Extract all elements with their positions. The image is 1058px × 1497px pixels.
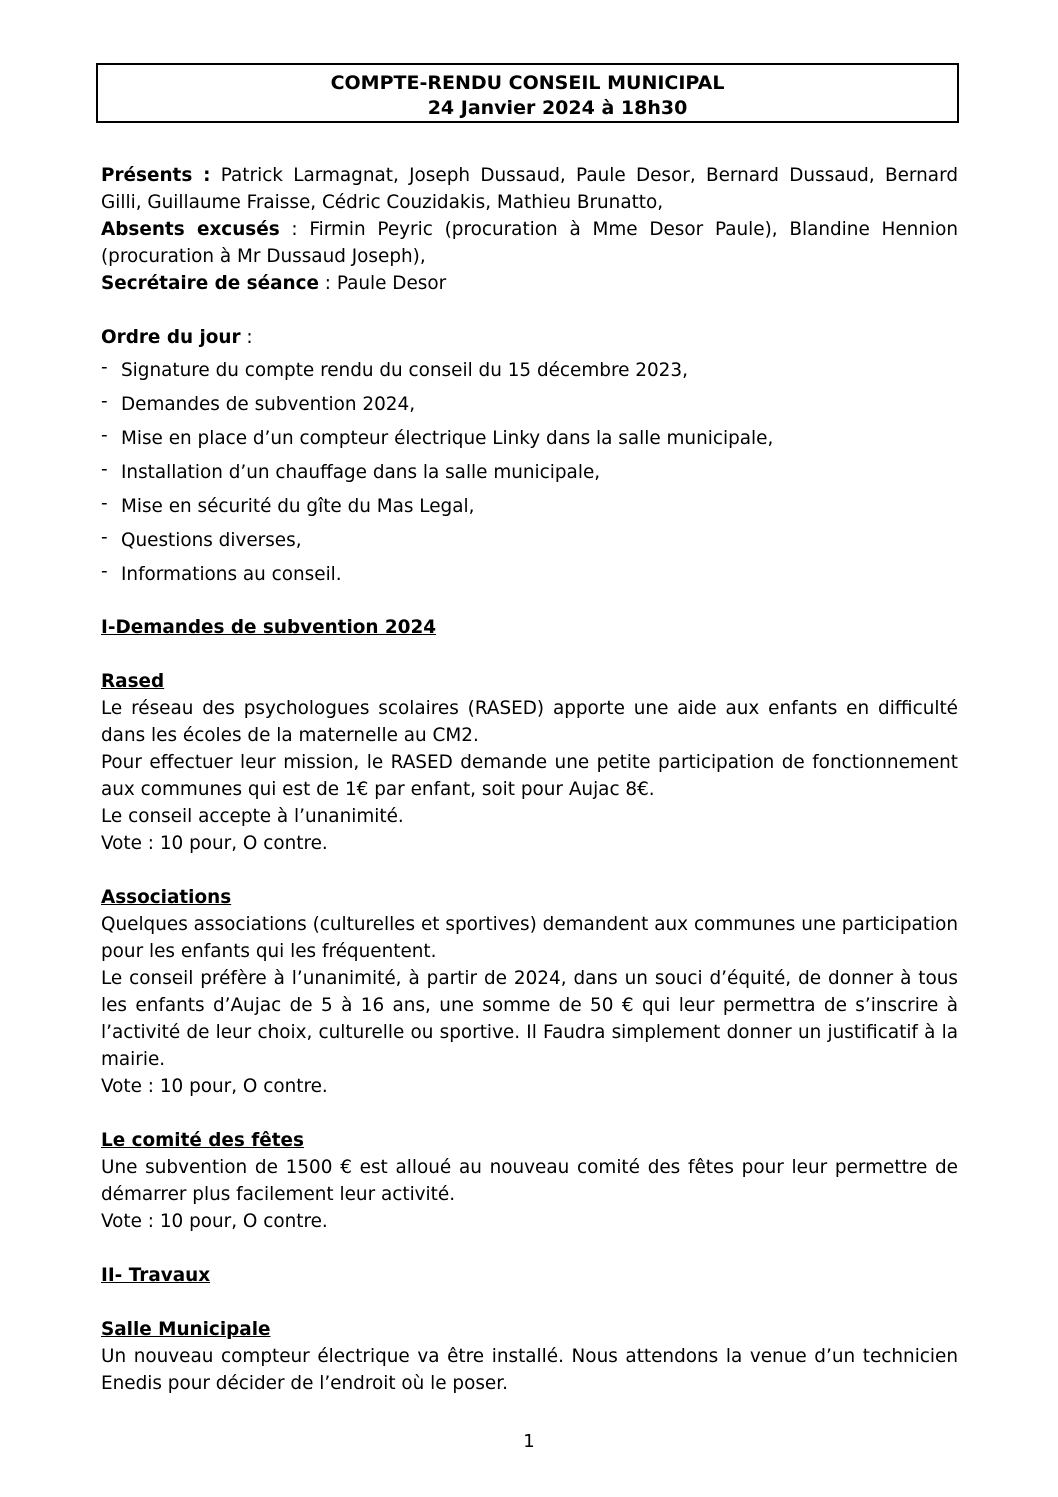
- agenda-item: - Demandes de subvention 2024,: [101, 391, 958, 425]
- agenda-item: - Questions diverses,: [101, 527, 958, 561]
- agenda-item: - Informations au conseil.: [101, 561, 958, 595]
- presents-label: Présents :: [101, 165, 211, 186]
- rased-heading: Rased: [101, 671, 165, 692]
- agenda-item: - Signature du compte rendu du conseil du 15 décembre 2023,: [101, 357, 958, 391]
- section2-heading: II- Travaux: [101, 1265, 211, 1286]
- rased-vote: Vote : 10 pour, O contre.: [101, 833, 328, 854]
- title-box: [96, 63, 959, 123]
- absents-label: Absents excusés: [101, 219, 280, 240]
- associations-paragraph-2: Le conseil préfère à l’unanimité, à partir de 2024, dans un souci d’équité, de donner à tous les enfants d’Aujac de 5 à 16 ans, une somme de 50 € qui leur permettra de s’inscrire à l’activité de leur choix, culturelle ou sportive. Il Faudra simplement donner un justificatif à la mairie.: [101, 968, 958, 1070]
- agenda-list: [101, 357, 958, 595]
- rased-paragraph-2: Pour effectuer leur mission, le RASED demande une petite participation de fonctionnement aux communes qui est de 1€ par enfant, soit pour Aujac 8€.: [101, 752, 958, 800]
- comite-heading: Le comité des fêtes: [101, 1130, 304, 1151]
- agenda-label: Ordre du jour: [101, 327, 241, 348]
- rased-paragraph-3: Le conseil accepte à l’unanimité.: [101, 806, 404, 827]
- page-number: 1: [523, 1431, 535, 1452]
- absents-paragraph: [101, 216, 958, 270]
- comite-vote: Vote : 10 pour, O contre.: [101, 1211, 328, 1232]
- section1-heading: I-Demandes de subvention 2024: [101, 617, 437, 638]
- meeting-date: 24 Janvier 2024 à 18h30: [427, 97, 688, 119]
- associations-paragraph-1: Quelques associations (culturelles et sportives) demandent aux communes une participation pour les enfants qui les fréquentent.: [101, 914, 958, 962]
- absents-names: : Firmin Peyric (procuration à Mme Desor Paule), Blandine Hennion (procuration à Mr Dussaud Joseph),: [101, 219, 958, 267]
- associations-heading: Associations: [101, 887, 232, 908]
- salle-paragraph-1: Un nouveau compteur électrique va être installé. Nous attendons la venue d’un technicien Enedis pour décider de l’endroit où le poser.: [101, 1346, 958, 1394]
- presents-paragraph: [101, 162, 958, 216]
- secretaire-paragraph: [101, 270, 958, 297]
- agenda-item: - Installation d’un chauffage dans la salle municipale,: [101, 459, 958, 493]
- agenda-item: - Mise en place d’un compteur électrique Linky dans la salle municipale,: [101, 425, 958, 459]
- secretaire-label: Secrétaire de séance: [101, 273, 319, 294]
- presents-names: Patrick Larmagnat, Joseph Dussaud, Paule Desor, Bernard Dussaud, Bernard Gilli, Guillaume Fraisse, Cédric Couzidakis, Mathieu Brunatto,: [101, 165, 958, 213]
- document-title: COMPTE-RENDU CONSEIL MUNICIPAL: [330, 72, 725, 94]
- agenda-item: - Mise en sécurité du gîte du Mas Legal,: [101, 493, 958, 527]
- comite-paragraph-1: Une subvention de 1500 € est alloué au nouveau comité des fêtes pour leur permettre de démarrer plus facilement leur activité.: [101, 1157, 958, 1205]
- secretaire-name: : Paule Desor: [318, 273, 447, 294]
- associations-vote: Vote : 10 pour, O contre.: [101, 1076, 328, 1097]
- document-body: [101, 162, 958, 1397]
- agenda-heading: Ordre du jour :: [101, 327, 253, 348]
- salle-heading: Salle Municipale: [101, 1319, 271, 1340]
- rased-paragraph-1: Le réseau des psychologues scolaires (RASED) apporte une aide aux enfants en difficulté dans les écoles de la maternelle au CM2.: [101, 698, 958, 746]
